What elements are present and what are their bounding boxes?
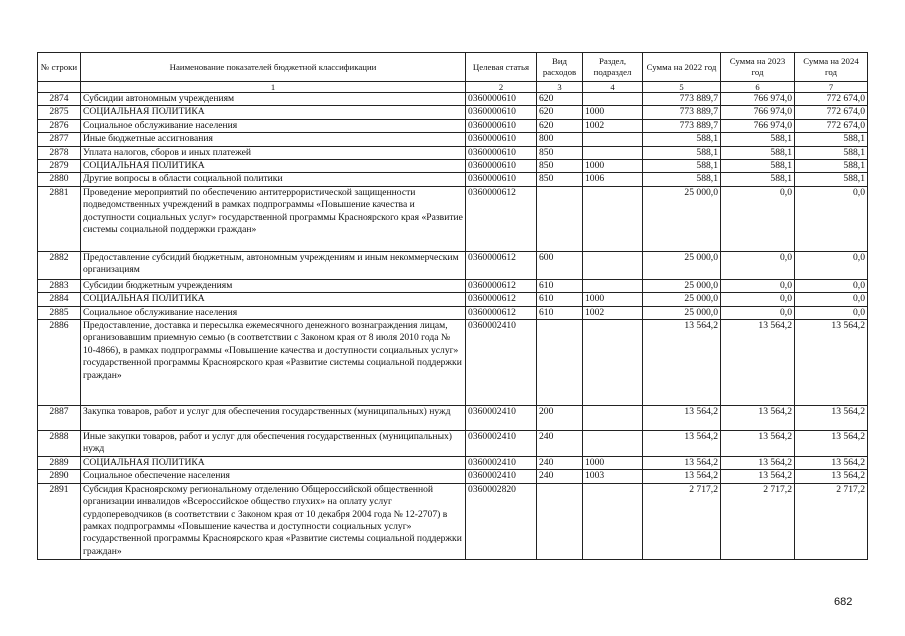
table-row (38, 106, 868, 119)
sum-2023: 0,0 (721, 279, 795, 292)
target-article: 0360000612 (466, 279, 537, 292)
expense-type: 610 (537, 279, 583, 292)
page-number: 682 (834, 596, 853, 608)
col-header-sum-2022: Сумма на 2022 год (643, 53, 721, 82)
expense-type: 600 (537, 251, 583, 279)
section-code (583, 146, 643, 159)
column-number: 6 (721, 82, 795, 93)
target-article: 0360000610 (466, 173, 537, 186)
sum-2022: 25 000,0 (643, 293, 721, 306)
sum-2024: 13 564,2 (795, 431, 868, 457)
sum-2023: 13 564,2 (721, 406, 795, 431)
expense-type (537, 483, 583, 559)
target-article: 0360000612 (466, 186, 537, 251)
sum-2023: 766 974,0 (721, 93, 795, 106)
table-row (38, 406, 868, 431)
sum-2023: 588,1 (721, 173, 795, 186)
budget-table (37, 52, 868, 560)
sum-2023: 588,1 (721, 146, 795, 159)
row-name: Другие вопросы в области социальной политики (81, 173, 466, 186)
expense-type: 620 (537, 119, 583, 132)
row-number: 2882 (38, 251, 81, 279)
sum-2022: 773 889,7 (643, 106, 721, 119)
column-number: 7 (795, 82, 868, 93)
row-name: Субсидии бюджетным учреждениям (81, 279, 466, 292)
column-number: 2 (466, 82, 537, 93)
sum-2023: 588,1 (721, 133, 795, 146)
target-article: 0360000610 (466, 93, 537, 106)
sum-2022: 588,1 (643, 146, 721, 159)
row-name: Проведение мероприятий по обеспечению антитеррористической защищенности подведомственных учреждений в рамках подпрограммы «Повышение качества и доступности социальных услуг» государственной программы Красноярского края «Развитие системы социальной поддержки граждан» (81, 186, 466, 251)
sum-2024: 13 564,2 (795, 470, 868, 483)
col-header-sum-2023: Сумма на 2023 год (721, 53, 795, 82)
sum-2024: 13 564,2 (795, 406, 868, 431)
section-code (583, 406, 643, 431)
row-name: СОЦИАЛЬНАЯ ПОЛИТИКА (81, 293, 466, 306)
table-row (38, 470, 868, 483)
row-name: Иные закупки товаров, работ и услуг для обеспечения государственных (муниципальных) нужд (81, 431, 466, 457)
row-number: 2890 (38, 470, 81, 483)
row-number: 2885 (38, 306, 81, 319)
sum-2022: 773 889,7 (643, 119, 721, 132)
sum-2024: 588,1 (795, 160, 868, 173)
row-number: 2881 (38, 186, 81, 251)
target-article: 0360000610 (466, 133, 537, 146)
target-article: 0360002410 (466, 470, 537, 483)
sum-2024: 0,0 (795, 251, 868, 279)
row-number: 2887 (38, 406, 81, 431)
sum-2022: 25 000,0 (643, 279, 721, 292)
row-name: СОЦИАЛЬНАЯ ПОЛИТИКА (81, 106, 466, 119)
section-code: 1003 (583, 470, 643, 483)
section-code (583, 251, 643, 279)
column-number: 3 (537, 82, 583, 93)
row-number: 2883 (38, 279, 81, 292)
sum-2023: 0,0 (721, 186, 795, 251)
table-row (38, 119, 868, 132)
row-number: 2879 (38, 160, 81, 173)
sum-2024: 588,1 (795, 173, 868, 186)
expense-type: 850 (537, 160, 583, 173)
sum-2024: 0,0 (795, 293, 868, 306)
section-code: 1002 (583, 306, 643, 319)
row-name: Социальное обслуживание населения (81, 119, 466, 132)
sum-2022: 13 564,2 (643, 431, 721, 457)
sum-2024: 13 564,2 (795, 456, 868, 469)
sum-2023: 13 564,2 (721, 431, 795, 457)
sum-2022: 588,1 (643, 173, 721, 186)
row-number: 2874 (38, 93, 81, 106)
target-article: 0360000612 (466, 306, 537, 319)
table-row (38, 279, 868, 292)
section-code: 1000 (583, 293, 643, 306)
sum-2024: 13 564,2 (795, 320, 868, 406)
expense-type: 240 (537, 456, 583, 469)
sum-2023: 0,0 (721, 251, 795, 279)
section-code: 1002 (583, 119, 643, 132)
sum-2022: 2 717,2 (643, 483, 721, 559)
row-name: Закупка товаров, работ и услуг для обеспечения государственных (муниципальных) нужд (81, 406, 466, 431)
row-name: Социальное обслуживание населения (81, 306, 466, 319)
target-article: 0360002410 (466, 320, 537, 406)
row-name: Уплата налогов, сборов и иных платежей (81, 146, 466, 159)
expense-type: 850 (537, 146, 583, 159)
expense-type: 620 (537, 93, 583, 106)
section-code: 1006 (583, 173, 643, 186)
col-header-sum-2024: Сумма на 2024 год (795, 53, 868, 82)
target-article: 0360000610 (466, 160, 537, 173)
sum-2023: 766 974,0 (721, 119, 795, 132)
target-article: 0360000610 (466, 119, 537, 132)
sum-2024: 0,0 (795, 306, 868, 319)
table-row (38, 483, 868, 559)
table-row (38, 173, 868, 186)
sum-2022: 588,1 (643, 133, 721, 146)
section-code: 1000 (583, 456, 643, 469)
sum-2022: 588,1 (643, 160, 721, 173)
column-number: 4 (583, 82, 643, 93)
target-article: 0360000610 (466, 106, 537, 119)
row-number: 2878 (38, 146, 81, 159)
row-name: Предоставление субсидий бюджетным, автономным учреждениям и иным некоммерческим организациям (81, 251, 466, 279)
row-number: 2888 (38, 431, 81, 457)
sum-2022: 13 564,2 (643, 320, 721, 406)
sum-2022: 25 000,0 (643, 306, 721, 319)
expense-type: 240 (537, 470, 583, 483)
col-header-expense-type: Вид расходов (537, 53, 583, 82)
expense-type: 240 (537, 431, 583, 457)
table-row (38, 146, 868, 159)
row-name: СОЦИАЛЬНАЯ ПОЛИТИКА (81, 456, 466, 469)
sum-2023: 2 717,2 (721, 483, 795, 559)
expense-type (537, 320, 583, 406)
column-number: 5 (643, 82, 721, 93)
table-row (38, 251, 868, 279)
row-number: 2875 (38, 106, 81, 119)
sum-2022: 13 564,2 (643, 406, 721, 431)
sum-2022: 25 000,0 (643, 251, 721, 279)
sum-2024: 588,1 (795, 133, 868, 146)
sum-2024: 588,1 (795, 146, 868, 159)
table-row (38, 320, 868, 406)
section-code: 1000 (583, 106, 643, 119)
table-row (38, 186, 868, 251)
target-article: 0360000610 (466, 146, 537, 159)
section-code (583, 431, 643, 457)
target-article: 0360002820 (466, 483, 537, 559)
expense-type: 610 (537, 306, 583, 319)
sum-2022: 13 564,2 (643, 470, 721, 483)
expense-type: 800 (537, 133, 583, 146)
row-name: Предоставление, доставка и пересылка ежемесячного денежного вознаграждения лицам, организовавшим приемную семью (в соответствии с Законом края от 8 июля 2010 года № 10-4866), в рамках подпрограммы «Повышение качества и доступности социальных услуг» государственной программы Красноярского края «Развитие системы социальной поддержки граждан» (81, 320, 466, 406)
section-code (583, 133, 643, 146)
sum-2022: 13 564,2 (643, 456, 721, 469)
target-article: 0360000612 (466, 251, 537, 279)
sum-2023: 13 564,2 (721, 456, 795, 469)
sum-2023: 588,1 (721, 160, 795, 173)
sum-2023: 766 974,0 (721, 106, 795, 119)
column-number: 1 (81, 82, 466, 93)
row-number: 2889 (38, 456, 81, 469)
row-name: СОЦИАЛЬНАЯ ПОЛИТИКА (81, 160, 466, 173)
expense-type: 610 (537, 293, 583, 306)
row-number: 2891 (38, 483, 81, 559)
section-code (583, 186, 643, 251)
col-header-target-article: Целевая статья (466, 53, 537, 82)
header-row (38, 53, 868, 82)
target-article: 0360002410 (466, 431, 537, 457)
sum-2024: 772 674,0 (795, 119, 868, 132)
table-row (38, 133, 868, 146)
row-name: Социальное обеспечение населения (81, 470, 466, 483)
table-row (38, 306, 868, 319)
target-article: 0360002410 (466, 406, 537, 431)
section-code (583, 483, 643, 559)
sum-2023: 0,0 (721, 306, 795, 319)
column-number (38, 82, 81, 93)
sum-2022: 773 889,7 (643, 93, 721, 106)
target-article: 0360002410 (466, 456, 537, 469)
row-name: Субсидия Красноярскому региональному отделению Общероссийской общественной организации инвалидов «Всероссийское общество глухих» на оплату услуг сурдопереводчиков (в соответствии с Законом края от 10 декабря 2004 года № 12-2707) в рамках подпрограммы «Повышение качества и доступности социальных услуг» государственной программы Красноярского края «Развитие системы социальной поддержки граждан» (81, 483, 466, 559)
section-code: 1000 (583, 160, 643, 173)
sum-2023: 0,0 (721, 293, 795, 306)
col-header-row-number: № строки (38, 53, 81, 82)
target-article: 0360000612 (466, 293, 537, 306)
table-row (38, 293, 868, 306)
expense-type (537, 186, 583, 251)
row-number: 2886 (38, 320, 81, 406)
expense-type: 200 (537, 406, 583, 431)
sum-2024: 772 674,0 (795, 93, 868, 106)
expense-type: 620 (537, 106, 583, 119)
sum-2024: 2 717,2 (795, 483, 868, 559)
column-number-row (38, 82, 868, 93)
sum-2024: 0,0 (795, 186, 868, 251)
table-row (38, 160, 868, 173)
row-name: Субсидии автономным учреждениям (81, 93, 466, 106)
sum-2023: 13 564,2 (721, 470, 795, 483)
row-name: Иные бюджетные ассигнования (81, 133, 466, 146)
sum-2024: 772 674,0 (795, 106, 868, 119)
table-row (38, 456, 868, 469)
row-number: 2877 (38, 133, 81, 146)
sum-2024: 0,0 (795, 279, 868, 292)
sum-2023: 13 564,2 (721, 320, 795, 406)
table-row (38, 93, 868, 106)
section-code (583, 93, 643, 106)
row-number: 2884 (38, 293, 81, 306)
col-header-name: Наименование показателей бюджетной классификации (81, 53, 466, 82)
expense-type: 850 (537, 173, 583, 186)
row-number: 2880 (38, 173, 81, 186)
section-code (583, 320, 643, 406)
table-row (38, 431, 868, 457)
sum-2022: 25 000,0 (643, 186, 721, 251)
section-code (583, 279, 643, 292)
row-number: 2876 (38, 119, 81, 132)
col-header-section: Раздел, подраздел (583, 53, 643, 82)
